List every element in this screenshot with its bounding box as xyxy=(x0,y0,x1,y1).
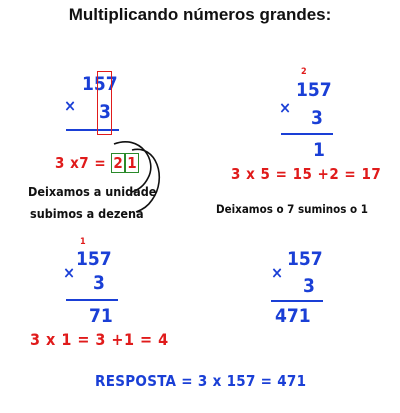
multiply-sign: × xyxy=(271,263,284,282)
multiply-sign: × xyxy=(279,98,292,117)
note-line-2: subimos a dezena xyxy=(30,206,144,221)
carry-digit: 1 xyxy=(80,237,86,247)
multiplier: 3 xyxy=(93,272,105,294)
answer-equation: = 3 x 157 = 471 xyxy=(176,372,307,390)
partial-result: 1 xyxy=(313,139,325,161)
step-3-equation: 3 x 1 = 3 +1 = 4 xyxy=(30,330,169,349)
multiplicand: 157 xyxy=(296,79,332,101)
carry-digit: 2 xyxy=(301,67,307,77)
multiplicand: 157 xyxy=(287,248,323,270)
answer-line xyxy=(95,372,306,390)
sum-line xyxy=(281,133,333,135)
step-2-note: Deixamos o 7 suminos o 1 xyxy=(216,202,368,216)
multiplicand: 157 xyxy=(82,73,118,95)
step-2-equation: 3 x 5 = 15 +2 = 17 xyxy=(231,165,382,183)
units-digit: 1 xyxy=(127,154,138,172)
multiplicand: 157 xyxy=(76,248,112,270)
tens-digit: 2 xyxy=(113,154,124,172)
partial-result: 71 xyxy=(89,305,113,327)
sum-line xyxy=(66,299,118,301)
page-title: Multiplicando números grandes: xyxy=(68,5,332,24)
final-result: 471 xyxy=(275,305,311,327)
column-highlight-box xyxy=(97,71,112,135)
multiply-sign: × xyxy=(64,96,77,115)
multiplier: 3 xyxy=(303,275,315,297)
multiply-sign: × xyxy=(63,263,76,282)
equation-prefix: 3 x7 = xyxy=(55,154,112,172)
multiplier: 3 xyxy=(99,101,111,123)
multiplier: 3 xyxy=(311,107,323,129)
note-line-1: Deixamos a unidade xyxy=(28,184,157,199)
sum-line xyxy=(271,300,323,302)
answer-label: RESPOSTA xyxy=(95,372,177,390)
curved-arrows xyxy=(110,138,170,216)
